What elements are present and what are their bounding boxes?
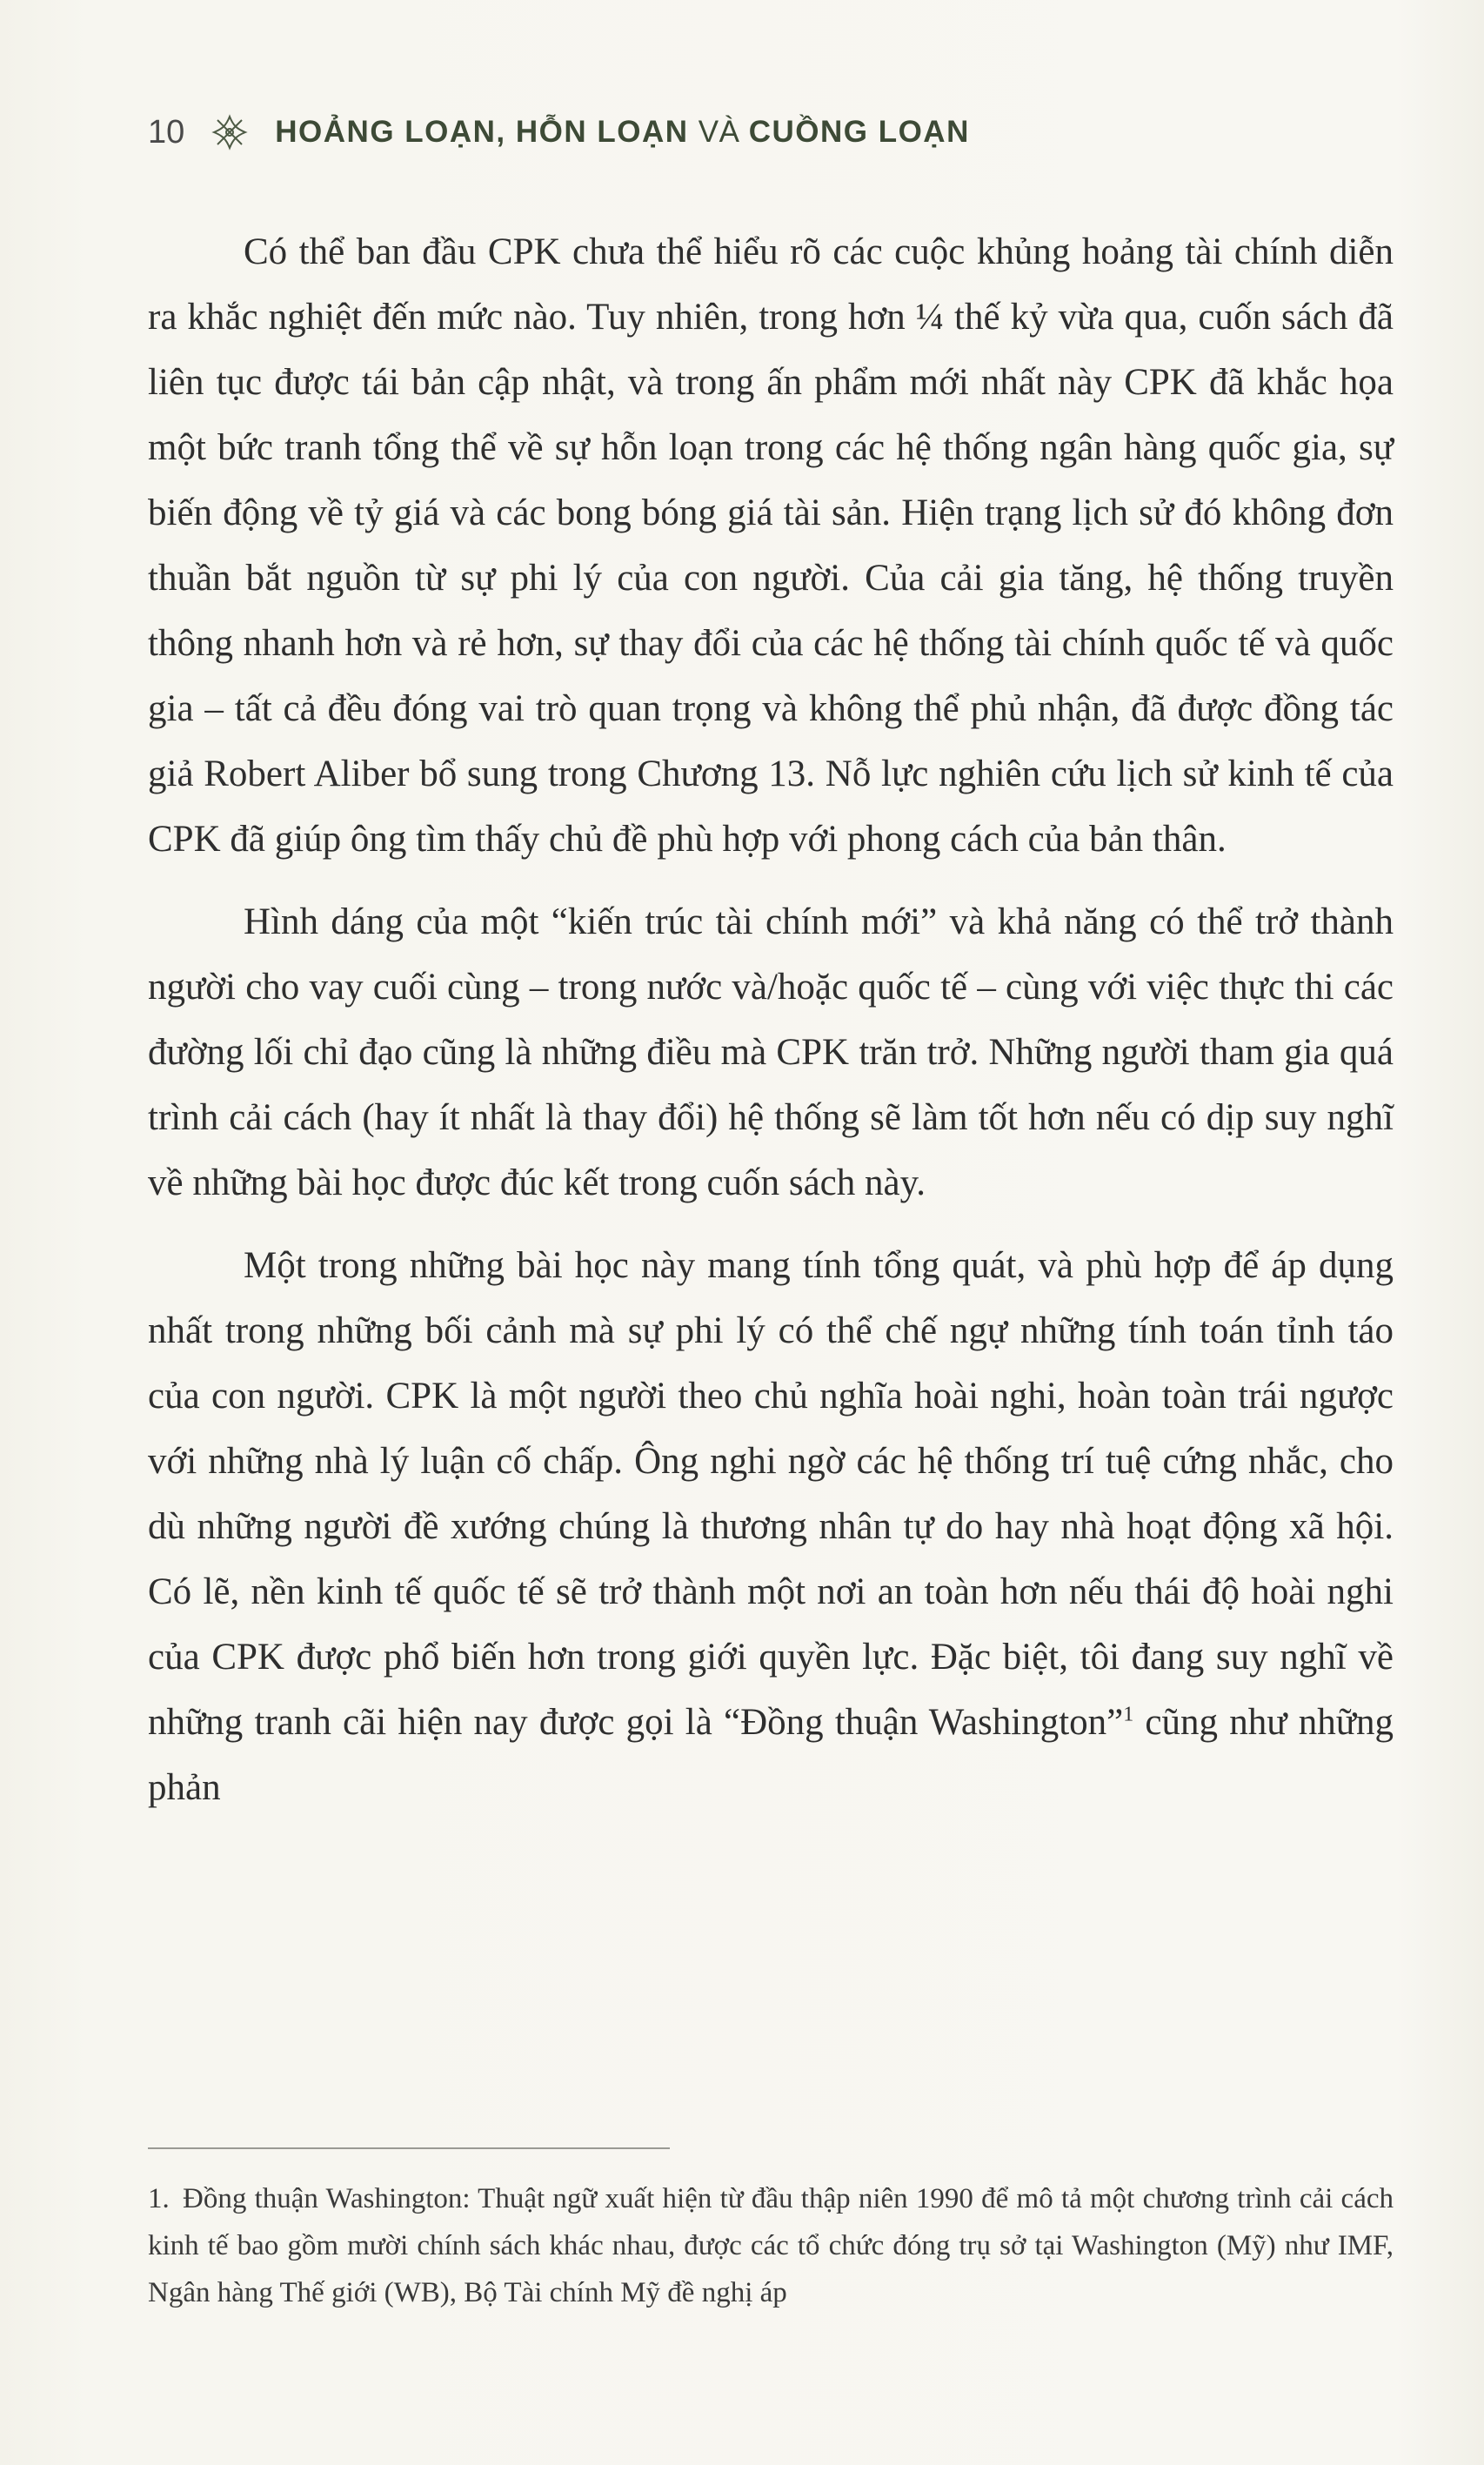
- running-head: [148, 106, 970, 158]
- book-title-part2: VÀ: [698, 115, 749, 149]
- page-number: 10: [148, 113, 185, 151]
- footnote-divider: [148, 2147, 670, 2149]
- footnote-text: Đồng thuận Washington: Thuật ngữ xuất hiện từ đầu thập niên 1990 để mô tả một chương trình cải cách kinh tế bao gồm mười chính sách khác nhau, được các tổ chức đóng trụ sở tại Washington (Mỹ) như IMF, Ngân hàng Thế giới (WB), Bộ Tài chính Mỹ đề nghị áp: [148, 2183, 1394, 2308]
- book-title: [275, 115, 970, 150]
- paragraph-3-tail: cũng như những phản: [148, 1702, 1394, 1808]
- paragraph-1: Có thể ban đầu CPK chưa thể hiểu rõ các cuộc khủng hoảng tài chính diễn ra khắc nghiệt đến mức nào. Tuy nhiên, trong hơn ¼ thế kỷ vừa qua, cuốn sách đã liên tục được tái bản cập nhật, và trong ấn phẩm mới nhất này CPK đã khắc họa một bức tranh tổng thể về sự hỗn loạn trong các hệ thống ngân hàng quốc gia, sự biến động về tỷ giá và các bong bóng giá tài sản. Hiện trạng lịch sử đó không đơn thuần bắt nguồn từ sự phi lý của con người. Của cải gia tăng, hệ thống truyền thông nhanh hơn và rẻ hơn, sự thay đổi của các hệ thống tài chính quốc tế và quốc gia – tất cả đều đóng vai trò quan trọng và không thể phủ nhận, đã được đồng tác giả Robert Aliber bổ sung trong Chương 13. Nỗ lực nghiên cứu lịch sử kinh tế của CPK đã giúp ông tìm thấy chủ đề phù hợp với phong cách của bản thân.: [148, 231, 1394, 860]
- book-title-part3: CUỒNG LOẠN: [748, 115, 970, 149]
- book-title-part1: HOẢNG LOẠN, HỖN LOẠN: [275, 115, 699, 149]
- paragraph-3: [148, 1233, 1394, 1820]
- star-ornament-icon: [211, 113, 249, 151]
- footnote-reference: 1: [1123, 1703, 1134, 1726]
- footnote: [148, 2175, 1394, 2316]
- body-text: [148, 219, 1394, 1838]
- footnote-number: 1.: [148, 2183, 170, 2214]
- paragraph-2: Hình dáng của một “kiến trúc tài chính mới” và khả năng có thể trở thành người cho vay cuối cùng – trong nước và/hoặc quốc tế – cùng với việc thực thi các đường lối chỉ đạo cũng là những điều mà CPK trăn trở. Những người tham gia quá trình cải cách (hay ít nhất là thay đổi) hệ thống sẽ làm tốt hơn nếu có dịp suy nghĩ về những bài học được đúc kết trong cuốn sách này.: [148, 901, 1394, 1203]
- paragraph-3-text: Một trong những bài học này mang tính tổng quát, và phù hợp để áp dụng nhất trong những bối cảnh mà sự phi lý có thể chế ngự những tính toán tỉnh táo của con người. CPK là một người theo chủ nghĩa hoài nghi, hoàn toàn trái ngược với những nhà lý luận cố chấp. Ông nghi ngờ các hệ thống trí tuệ cứng nhắc, cho dù những người đề xướng chúng là thương nhân tự do hay nhà hoạt động xã hội. Có lẽ, nền kinh tế quốc tế sẽ trở thành một nơi an toàn hơn nếu thái độ hoài nghi của CPK được phổ biến hơn trong giới quyền lực. Đặc biệt, tôi đang suy nghĩ về những tranh cãi hiện nay được gọi là “Đồng thuận Washington”: [148, 1245, 1394, 1743]
